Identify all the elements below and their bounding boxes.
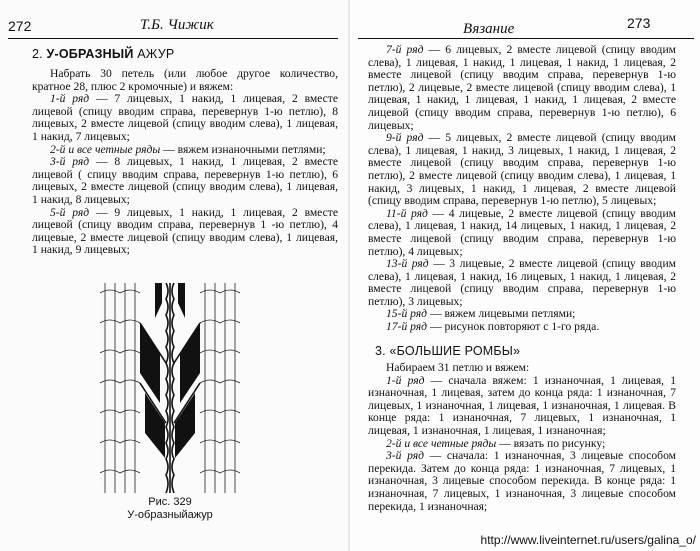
row-label: 17-й ряд [386, 320, 428, 334]
row-label: 3-й ряд [386, 449, 424, 463]
section-title-2 [32, 47, 174, 61]
row-label: 7-й ряд [386, 43, 424, 56]
row-instructions: — 7 лицевых, 1 накид, 1 лицевая, 2 вместе лицевой (спицу вводим справа, перевернув 1-ю петлю), 8 лицевых, 2 вместе лицевой (спицу вводим слева), 1 лицевая, 1 накид, 7 лицевых; [32, 92, 338, 143]
section-number: 2. [32, 47, 43, 61]
row-instructions: — вяжем лицевыми петлями; [427, 307, 576, 321]
row-label: 13-й ряд [386, 257, 429, 271]
paragraph [368, 44, 676, 132]
row-label: 2-й и все четные ряды [50, 142, 161, 156]
paragraph [32, 207, 338, 257]
section-title-3 [375, 344, 520, 358]
right-page [350, 0, 700, 551]
paragraph [368, 258, 676, 308]
row-instructions: — 5 лицевых, 2 вместе лицевой (спицу вводим слева), 1 лицевая, 1 накид, 3 лицевых, 1 накид, 1 лицевая, 2 вместе лицевой (спицу вводим справа, перевернув 1-ю петлю), 2 вместе лицевой (спицу вводим слева), 1 лицевая, 1 накид, 3 лицевых, 1 накид, 1 лицевая, 2 вместе лицевой (спицу вводим справа, перевернув 1-ю петлю), 5 лицевых; [368, 131, 676, 208]
row-label: 9-й ряд [386, 131, 424, 145]
knitting-pattern-figure [100, 283, 240, 493]
row-label: 3-й ряд [50, 155, 90, 169]
row-instructions: — 6 лицевых, 2 вместе лицевой (спицу вводим слева), 1 лицевая, 1 накид, 1 лицевая, 1 накид, 1 лицевая, 2 вместе лицевой (спицу вводим справа, перевернув 1-ю петлю), 2 лицевые, 2 вместе лицевой (спицу вводим слева), 1 лицевая, 1 накид, 1 лицевая, 1 накид, 1 лицевая, 2 вместе лицевой (спицу вводим справа, перевернув 1-ю петлю), 6 лицевых; [368, 43, 676, 132]
figure-number: Рис. 329 [148, 496, 192, 508]
row-label: 1-й ряд [386, 373, 425, 387]
paragraph [368, 450, 676, 513]
running-head-left: Т.Б. Чижик [140, 17, 214, 33]
row-label: 2-й и все четные ряды [386, 436, 497, 450]
page-number-left: 272 [8, 18, 32, 34]
row-label: 11-й ряд [386, 206, 428, 220]
row-instructions: — 8 лицевых, 1 накид, 1 лицевая, 2 вместе лицевой ( спицу вводим справа, перевернув 1-ю петлю), 6 лицевых, 2 вместе лицевой (спицу вводим слева), 1 лицевая, 1 накид, 8 лицевых; [32, 155, 338, 206]
row-instructions: — вязать по рисунку; [496, 436, 606, 450]
header-rule-right [358, 38, 694, 39]
row-instructions: — сначала: 1 изнаночная, 3 лицевые способом перекида. Затем до конца ряда: 1 изнаночная, 7 лицевых, 1 изнаночная, 3 лицевые способом перекида. В конце ряда: 1 изнаночная, 7 лицевых, 1 изнаночная, 3 лицевые способом перекида, 1 изнаночная; [368, 449, 676, 513]
paragraph [368, 375, 676, 438]
right-body-text-1 [368, 44, 676, 334]
paragraph [32, 93, 338, 143]
row-label: 15-й ряд [386, 307, 428, 321]
left-body-text [32, 68, 338, 257]
row-instructions: — 3 лицевые, 2 вместе лицевой (спицу вводим слева), 1 лицевая, 1 накид, 16 лицевых, 1 накид, 1 лицевая, 2 вместе лицевой (спицу вводим справа, перевернув 1-ю петлю), 3 лицевых; [368, 257, 676, 308]
row-instructions: — 9 лицевых, 1 накид, 1 лицевая, 2 вместе лицевой (спицу вводим справа, перевернув 1 -ю петлю), 4 лицевые, 2 вместе лицевой (спицу вводим слева), 1 лицевая, 1 накид, 9 лицевых; [32, 205, 338, 257]
right-body-text-2 [368, 362, 676, 513]
paragraph [368, 208, 676, 258]
row-label: 1-й ряд [50, 92, 90, 106]
section-number-3: 3. [375, 344, 386, 358]
header-rule-left [8, 38, 338, 39]
row-instructions: — 4 лицевые, 2 вместе лицевой (спицу вводим слева), 1 лицевая, 1 накид, 14 лицевых, 1 накид, 1 лицевая, 2 вместе лицевой (спицу вводим справа, перевернув 1-ю петлю), 4 лицевых; [368, 206, 676, 258]
row-instructions: — сначала вяжем: 1 изнаночная, 1 лицевая, 1 изнаночная, 1 лицевая, затем до конца ряда: 1 изнаночная, 7 лицевых, 1 изнаночная, 1 лицевая, 1 изнаночная, 1 лицевая. В конце ряда: 1 изнаночная, 7 лицевых, 1 изнаночная, 1 лицевая, 1 изнаночная, 1 лицевая, 1 изнаночная; [368, 373, 676, 437]
footer-url: http://www.liveinternet.ru/users/galina_o/ [480, 533, 696, 547]
figure-caption: У-образныйажур [127, 509, 213, 521]
paragraph [32, 156, 338, 206]
knitting-pattern-image [100, 283, 240, 493]
section-title-3-text: «БОЛЬШИЕ РОМБЫ» [389, 344, 521, 358]
row-instructions: — вяжем изнаночными петлями; [160, 142, 326, 156]
row-instructions: — рисунок повторяют с 1-го ряда. [427, 320, 600, 334]
row-instructions: Набрать 30 петель (или любое другое количество, кратное 28, плюс 2 кромочные) и вяжем: [32, 67, 338, 93]
running-head-right: Вязание [463, 21, 515, 37]
paragraph [368, 132, 676, 208]
section-title-rest: АЖУР [137, 47, 175, 61]
page-number-right: 273 [627, 15, 651, 31]
paragraph [32, 68, 338, 93]
section-title-bold: У-ОБРАЗНЫЙ [46, 47, 134, 61]
row-label: 5-й ряд [50, 205, 90, 219]
row-instructions: Набираем 31 петлю и вяжем: [386, 361, 530, 374]
paragraph [368, 321, 676, 334]
